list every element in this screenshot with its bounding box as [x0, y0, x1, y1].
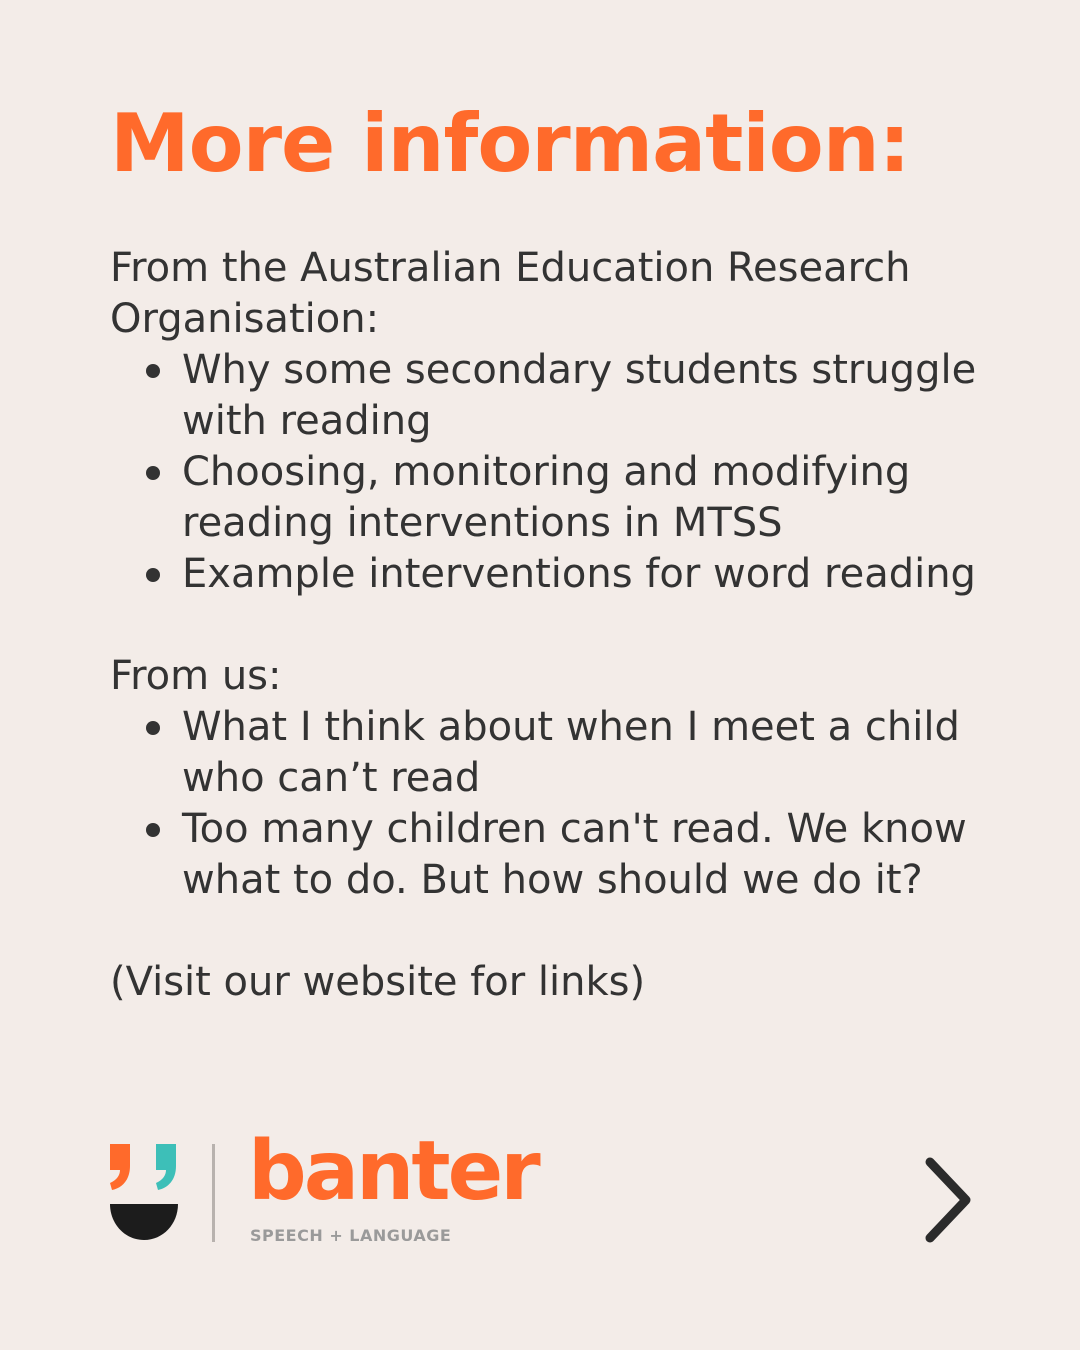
spacer [110, 906, 990, 957]
chevron-right-icon[interactable] [912, 1152, 984, 1248]
aero-link-list [110, 345, 990, 600]
our-link-list [110, 702, 990, 906]
page-title: More information: [110, 97, 910, 190]
list-item: Why some secondary students struggle with reading [182, 345, 990, 447]
list-item: Too many children can't read. We know what to do. But how should we do it? [182, 804, 990, 906]
content [110, 243, 990, 1008]
spacer [110, 600, 990, 651]
brand-name: banter [248, 1124, 538, 1219]
list-item: What I think about when I meet a child who can’t read [182, 702, 990, 804]
section-intro-aero: From the Australian Education Research Organisation: [110, 245, 911, 342]
brand-tagline: SPEECH + LANGUAGE [250, 1226, 452, 1245]
list-item: Choosing, monitoring and modifying reading interventions in MTSS [182, 447, 990, 549]
logo-divider [212, 1144, 215, 1242]
section-intro-us: From us: [110, 653, 282, 699]
list-item: Example interventions for word reading [182, 549, 990, 600]
footer-note: (Visit our website for links) [110, 959, 646, 1005]
brand-logo [108, 1124, 538, 1250]
quote-face-logo-icon [108, 1140, 180, 1242]
